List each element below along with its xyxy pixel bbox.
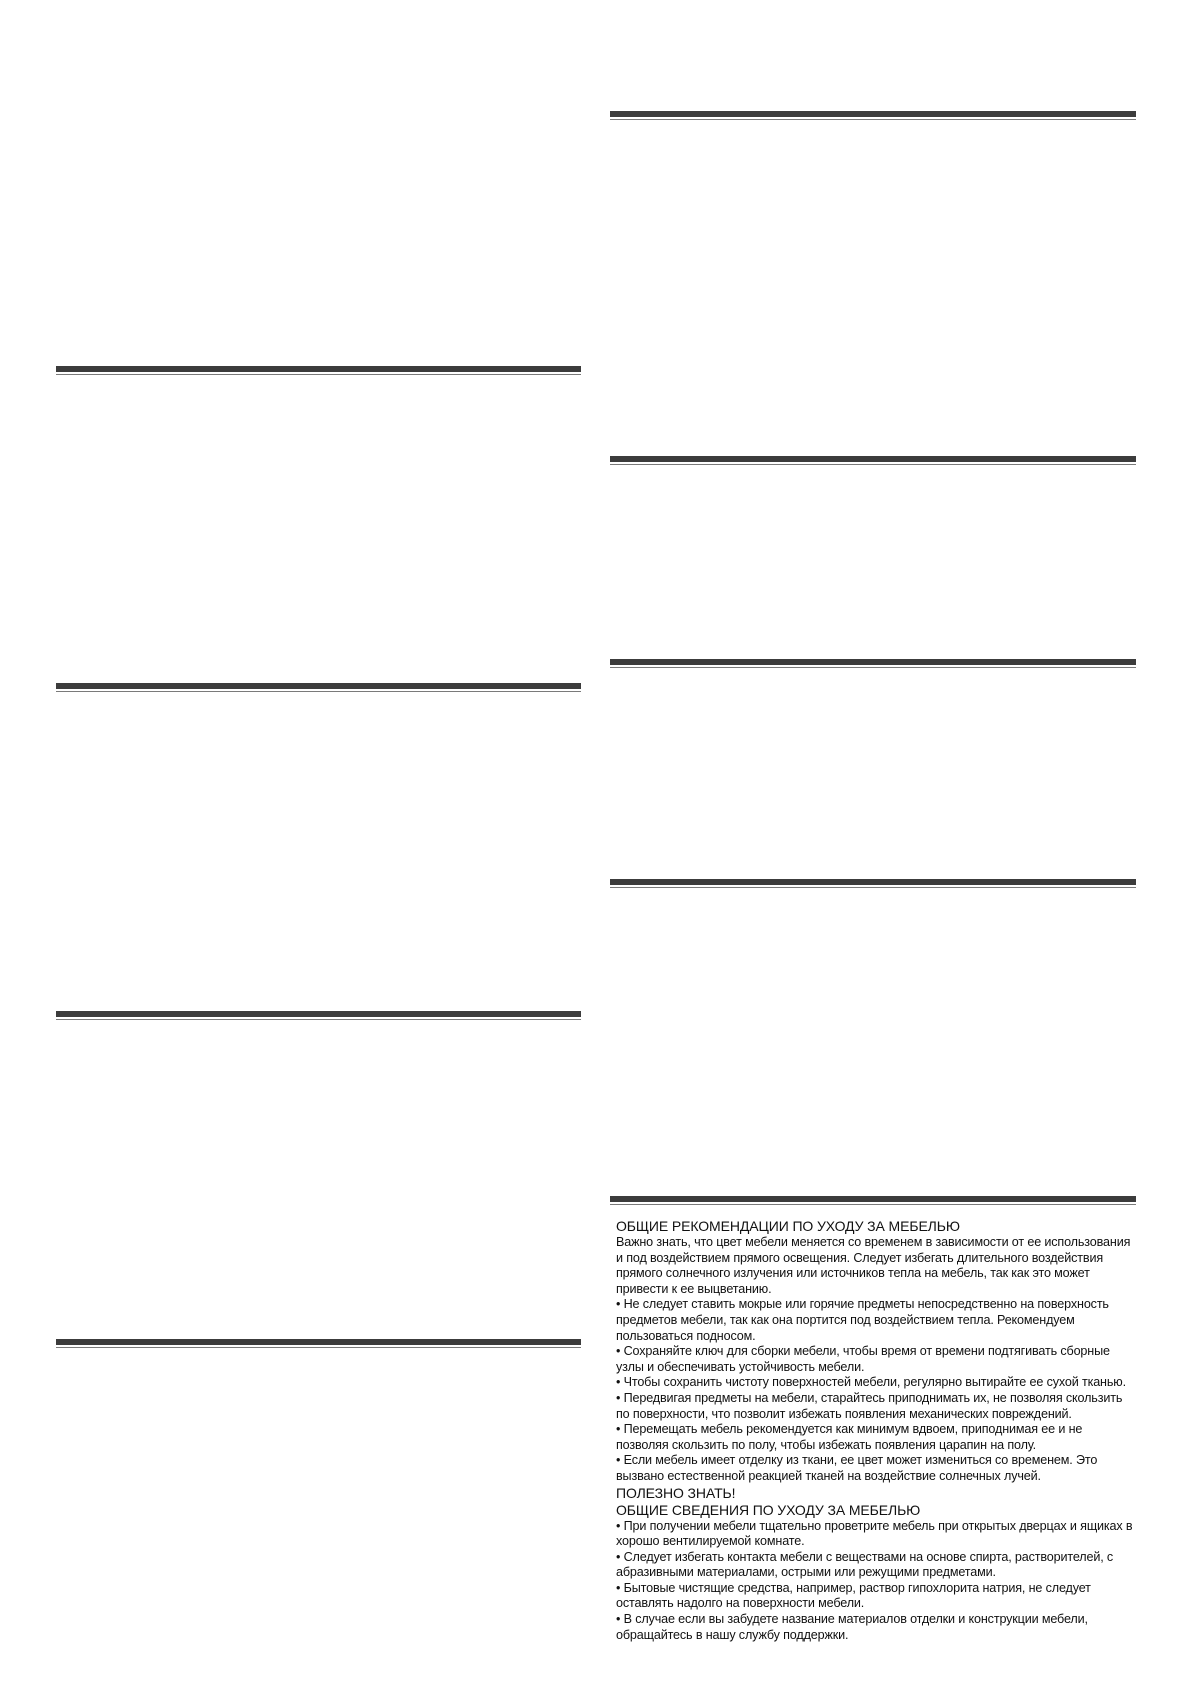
section-divider	[610, 111, 1136, 120]
care-tip: • Перемещать мебель рекомендуется как минимум вдвоем, приподнимая ее и не позволяя скользить по полу, чтобы избежать появления царапин на полу.	[616, 1422, 1083, 1452]
section-divider	[56, 1011, 581, 1020]
section-divider	[610, 1196, 1136, 1205]
section-divider	[610, 879, 1136, 888]
care-instructions	[616, 1218, 1136, 1643]
care-tip: • При получении мебели тщательно проветрите мебель при открытых дверцах и ящиках в хорошо вентилируемой комнате.	[616, 1518, 1133, 1549]
care-tip: • Чтобы сохранить чистоту поверхностей мебели, регулярно вытирайте ее сухой тканью.	[616, 1375, 1126, 1390]
section-divider	[56, 366, 581, 375]
care-tip: • Передвигая предметы на мебели, старайтесь приподнимать их, не позволяя скользить по поверхности, что позволит избежать появления механических повреждений.	[616, 1390, 1123, 1421]
care-tip: • Сохраняйте ключ для сборки мебели, чтобы время от времени подтягивать сборные узлы и обеспечивать устойчивость мебели.	[616, 1344, 1110, 1374]
useful-heading: ПОЛЕЗНО ЗНАТЬ!	[616, 1484, 736, 1501]
care-tip: • Бытовые чистящие средства, например, раствор гипохлорита натрия, не следует оставлять надолго на поверхности мебели.	[616, 1580, 1091, 1611]
section-divider	[610, 456, 1136, 465]
section-divider	[56, 683, 581, 692]
care-tip: • Если мебель имеет отделку из ткани, ее цвет может измениться со временем. Это вызвано естественной реакцией тканей на воздействие солнечных лучей.	[616, 1453, 1098, 1483]
care-tip: • В случае если вы забудете название материалов отделки и конструкции мебели, обращайтесь в нашу службу поддержки.	[616, 1612, 1088, 1642]
section-divider	[56, 1339, 581, 1348]
care-heading: ОБЩИЕ РЕКОМЕНДАЦИИ ПО УХОДУ ЗА МЕБЕЛЬЮ	[616, 1218, 960, 1234]
care-tip: • Следует избегать контакта мебели с веществами на основе спирта, растворителей, с абразивными материалами, острыми или режущими предметами.	[616, 1549, 1114, 1580]
section-divider	[610, 659, 1136, 668]
general-care-heading: ОБЩИЕ СВЕДЕНИЯ ПО УХОДУ ЗА МЕБЕЛЬЮ	[616, 1501, 921, 1518]
care-tip: • Не следует ставить мокрые или горячие предметы непосредственно на поверхность предметов мебели, так как она портится под воздействием тепла. Рекомендуем пользоваться подносом.	[616, 1297, 1109, 1343]
care-intro: Важно знать, что цвет мебели меняется со временем в зависимости от ее использования и под воздействием прямого освещения. Следует избегать длительного воздействия прямого солнечного излучения или источников тепла на мебель, так как это может привести к ее выцветанию.	[616, 1235, 1131, 1296]
